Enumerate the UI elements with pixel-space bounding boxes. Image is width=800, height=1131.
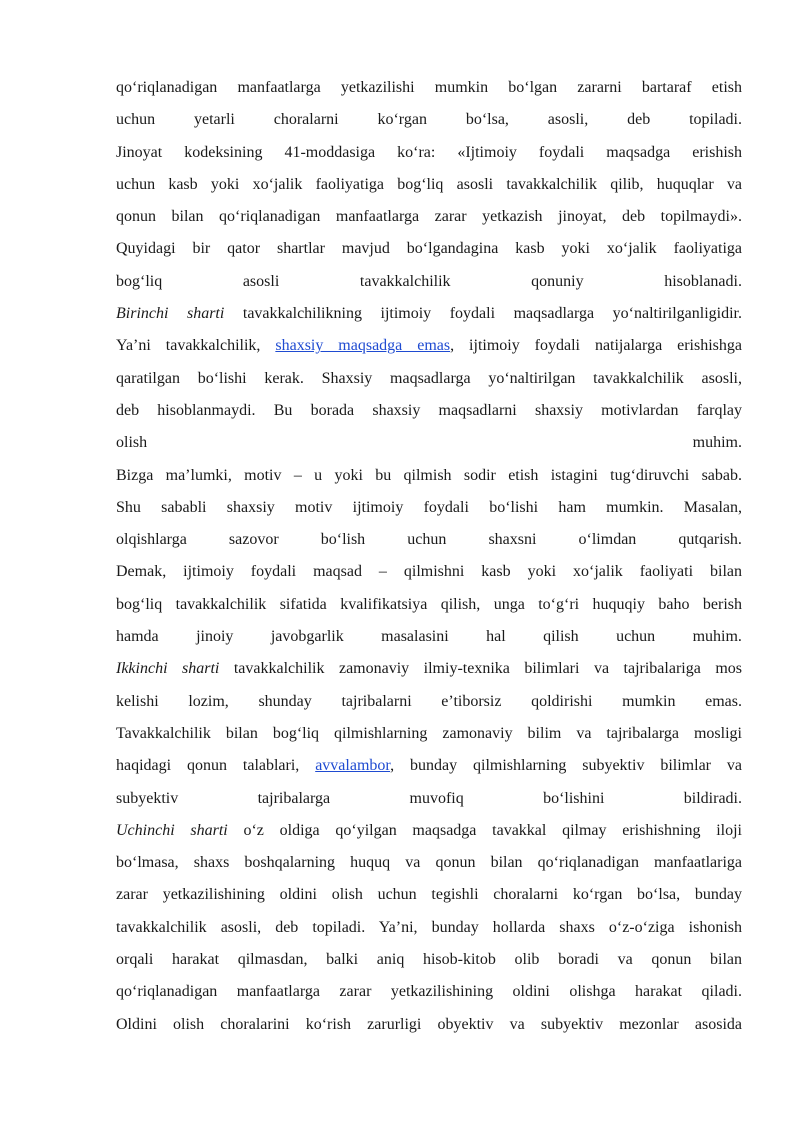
word: deb xyxy=(627,111,651,129)
word: javobgarlik xyxy=(270,628,344,646)
text-line: qaratilgan bo‘lishi kerak. Shaxsiy maqsadlarga yo‘naltirilgan tavakkalchilik asosli, xyxy=(116,369,742,387)
text-line xyxy=(116,621,742,653)
word: sazovor xyxy=(228,531,279,549)
text-line: kelishi lozim, shunday tajribalarni e’tiborsiz qoldirishi mumkin emas. xyxy=(116,692,742,710)
text-line xyxy=(116,104,742,136)
word: muvofiq xyxy=(409,789,464,807)
word: masalasini xyxy=(381,628,449,646)
word: choralarni xyxy=(273,111,339,129)
word: hal xyxy=(486,628,506,646)
text-run: tavakkalchilik zamonaviy ilmiy-texnika bilimlari va tajribalariga mos xyxy=(219,660,742,678)
word: hisoblanadi. xyxy=(664,272,742,290)
word: qutqarish. xyxy=(678,531,742,549)
text-line: deb hisoblanmaydi. Bu borada shaxsiy maqsadlarni shaxsiy motivlardan farqlay xyxy=(116,401,742,419)
word: qilish xyxy=(543,628,579,646)
word: bo‘lsa, xyxy=(465,111,509,129)
text-line: Demak, ijtimoiy foydali maqsad – qilmishni kasb yoki xo‘jalik faoliyati bilan xyxy=(116,563,742,581)
text-line: bo‘lmasa, shaxs boshqalarning huquq va qonun bilan qo‘riqlanadigan manfaatlariga xyxy=(116,854,742,872)
word: asosli xyxy=(242,272,280,290)
text-run: o‘z oldiga qo‘yilgan maqsadga tavakkal qilmay erishishning iloji xyxy=(227,821,742,839)
paragraph-second-condition-line xyxy=(116,653,742,685)
word: muhim. xyxy=(692,628,742,646)
word: tajribalarga xyxy=(257,789,331,807)
text-line: bog‘liq tavakkalchilik sifatida kvalifikatsiya qilish, unga to‘g‘ri huquqiy baho berish xyxy=(116,595,742,613)
word: olish xyxy=(116,434,148,452)
text-line: tavakkalchilik asosli, deb topiladi. Ya’ni, bunday hollarda shaxs o‘z-o‘ziga ishonish xyxy=(116,918,742,936)
text-run: , ijtimoiy foydali natijalarga erishishga xyxy=(450,337,742,355)
word: topiladi. xyxy=(689,111,742,129)
word: yetarli xyxy=(193,111,235,129)
word: shaxsni xyxy=(488,531,537,549)
document-page xyxy=(116,72,742,1041)
text-line: Jinoyat kodeksining 41-moddasiga ko‘ra: «Ijtimoiy foydali maqsadga erishish xyxy=(116,143,742,161)
text-run: tavakkalchilikning ijtimoiy foydali maqsadlarga yo‘naltirilganligidir. xyxy=(224,305,742,323)
text-line: qo‘riqlanadigan manfaatlarga yetkazilishi mumkin bo‘lgan zararni bartaraf etish xyxy=(116,79,742,96)
word: o‘limdan xyxy=(578,531,637,549)
word: subyektiv xyxy=(116,789,179,807)
word: uchun xyxy=(116,111,156,129)
text-line: uchun kasb yoki xo‘jalik faoliyatiga bog‘liq asosli tavakkalchilik qilib, huquqlar va xyxy=(116,175,742,193)
personal-purpose-link[interactable]: shaxsiy maqsadga emas xyxy=(275,337,451,355)
word: hamda xyxy=(116,628,159,646)
text-line xyxy=(116,783,742,815)
word: uchun xyxy=(616,628,656,646)
text-line xyxy=(116,750,742,782)
text-line xyxy=(116,330,742,362)
text-line: qonun bilan qo‘riqlanadigan manfaatlarga zarar yetkazish jinoyat, deb topilmaydi». xyxy=(116,208,742,226)
text-run: , bunday qilmishlarning subyektiv bilimlar va xyxy=(390,757,742,775)
paragraph-first-condition-line xyxy=(116,298,742,330)
word: bo‘lish xyxy=(320,531,366,549)
text-line xyxy=(116,266,742,298)
text-line: Shu sababli shaxsiy motiv ijtimoiy foydali bo‘lishi ham mumkin. Masalan, xyxy=(116,498,742,516)
word: asosli, xyxy=(547,111,589,129)
word: bog‘liq xyxy=(116,272,163,290)
first-condition-title: Birinchi sharti xyxy=(116,305,225,323)
word: ko‘rgan xyxy=(377,111,427,129)
text-line: Quyidagi bir qator shartlar mavjud bo‘lgandagina kasb yoki xo‘jalik faoliyatiga xyxy=(116,240,742,258)
word: bildiradi. xyxy=(683,789,742,807)
word: muhim. xyxy=(692,434,742,452)
third-condition-title: Uchinchi sharti xyxy=(116,821,228,839)
text-line xyxy=(116,524,742,556)
text-line: qo‘riqlanadigan manfaatlarga zarar yetkazilishining oldini olishga harakat qiladi. xyxy=(116,983,742,1001)
first-of-all-link[interactable]: avvalambor xyxy=(315,757,391,775)
word: uchun xyxy=(407,531,447,549)
text-line: Tavakkalchilik bilan bog‘liq qilmishlarning zamonaviy bilim va tajribalarga mosligi xyxy=(116,724,742,742)
text-line: Bizga ma’lumki, motiv – u yoki bu qilmish sodir etish istagini tug‘diruvchi sabab. xyxy=(116,466,742,484)
word: bo‘lishini xyxy=(543,789,605,807)
word: jinoiy xyxy=(196,628,234,646)
word: tavakkalchilik xyxy=(359,272,451,290)
text-line: orqali harakat qilmasdan, balki aniq hisob-kitob olib boradi va qonun bilan xyxy=(116,951,742,969)
second-condition-title: Ikkinchi sharti xyxy=(116,660,220,678)
text-line xyxy=(116,427,742,459)
paragraph-third-condition-line xyxy=(116,815,742,847)
word: olqishlarga xyxy=(116,531,187,549)
word: qonuniy xyxy=(531,272,584,290)
text-run: Ya’ni tavakkalchilik, xyxy=(116,337,276,355)
text-line: Oldini olish choralarini ko‘rish zarurligi obyektiv va subyektiv mezonlar asosida xyxy=(116,1015,742,1033)
text-line: zarar yetkazilishining oldini olish uchun tegishli choralarni ko‘rgan bo‘lsa, bunday xyxy=(116,886,742,904)
text-run: haqidagi qonun talablari, xyxy=(116,757,316,775)
